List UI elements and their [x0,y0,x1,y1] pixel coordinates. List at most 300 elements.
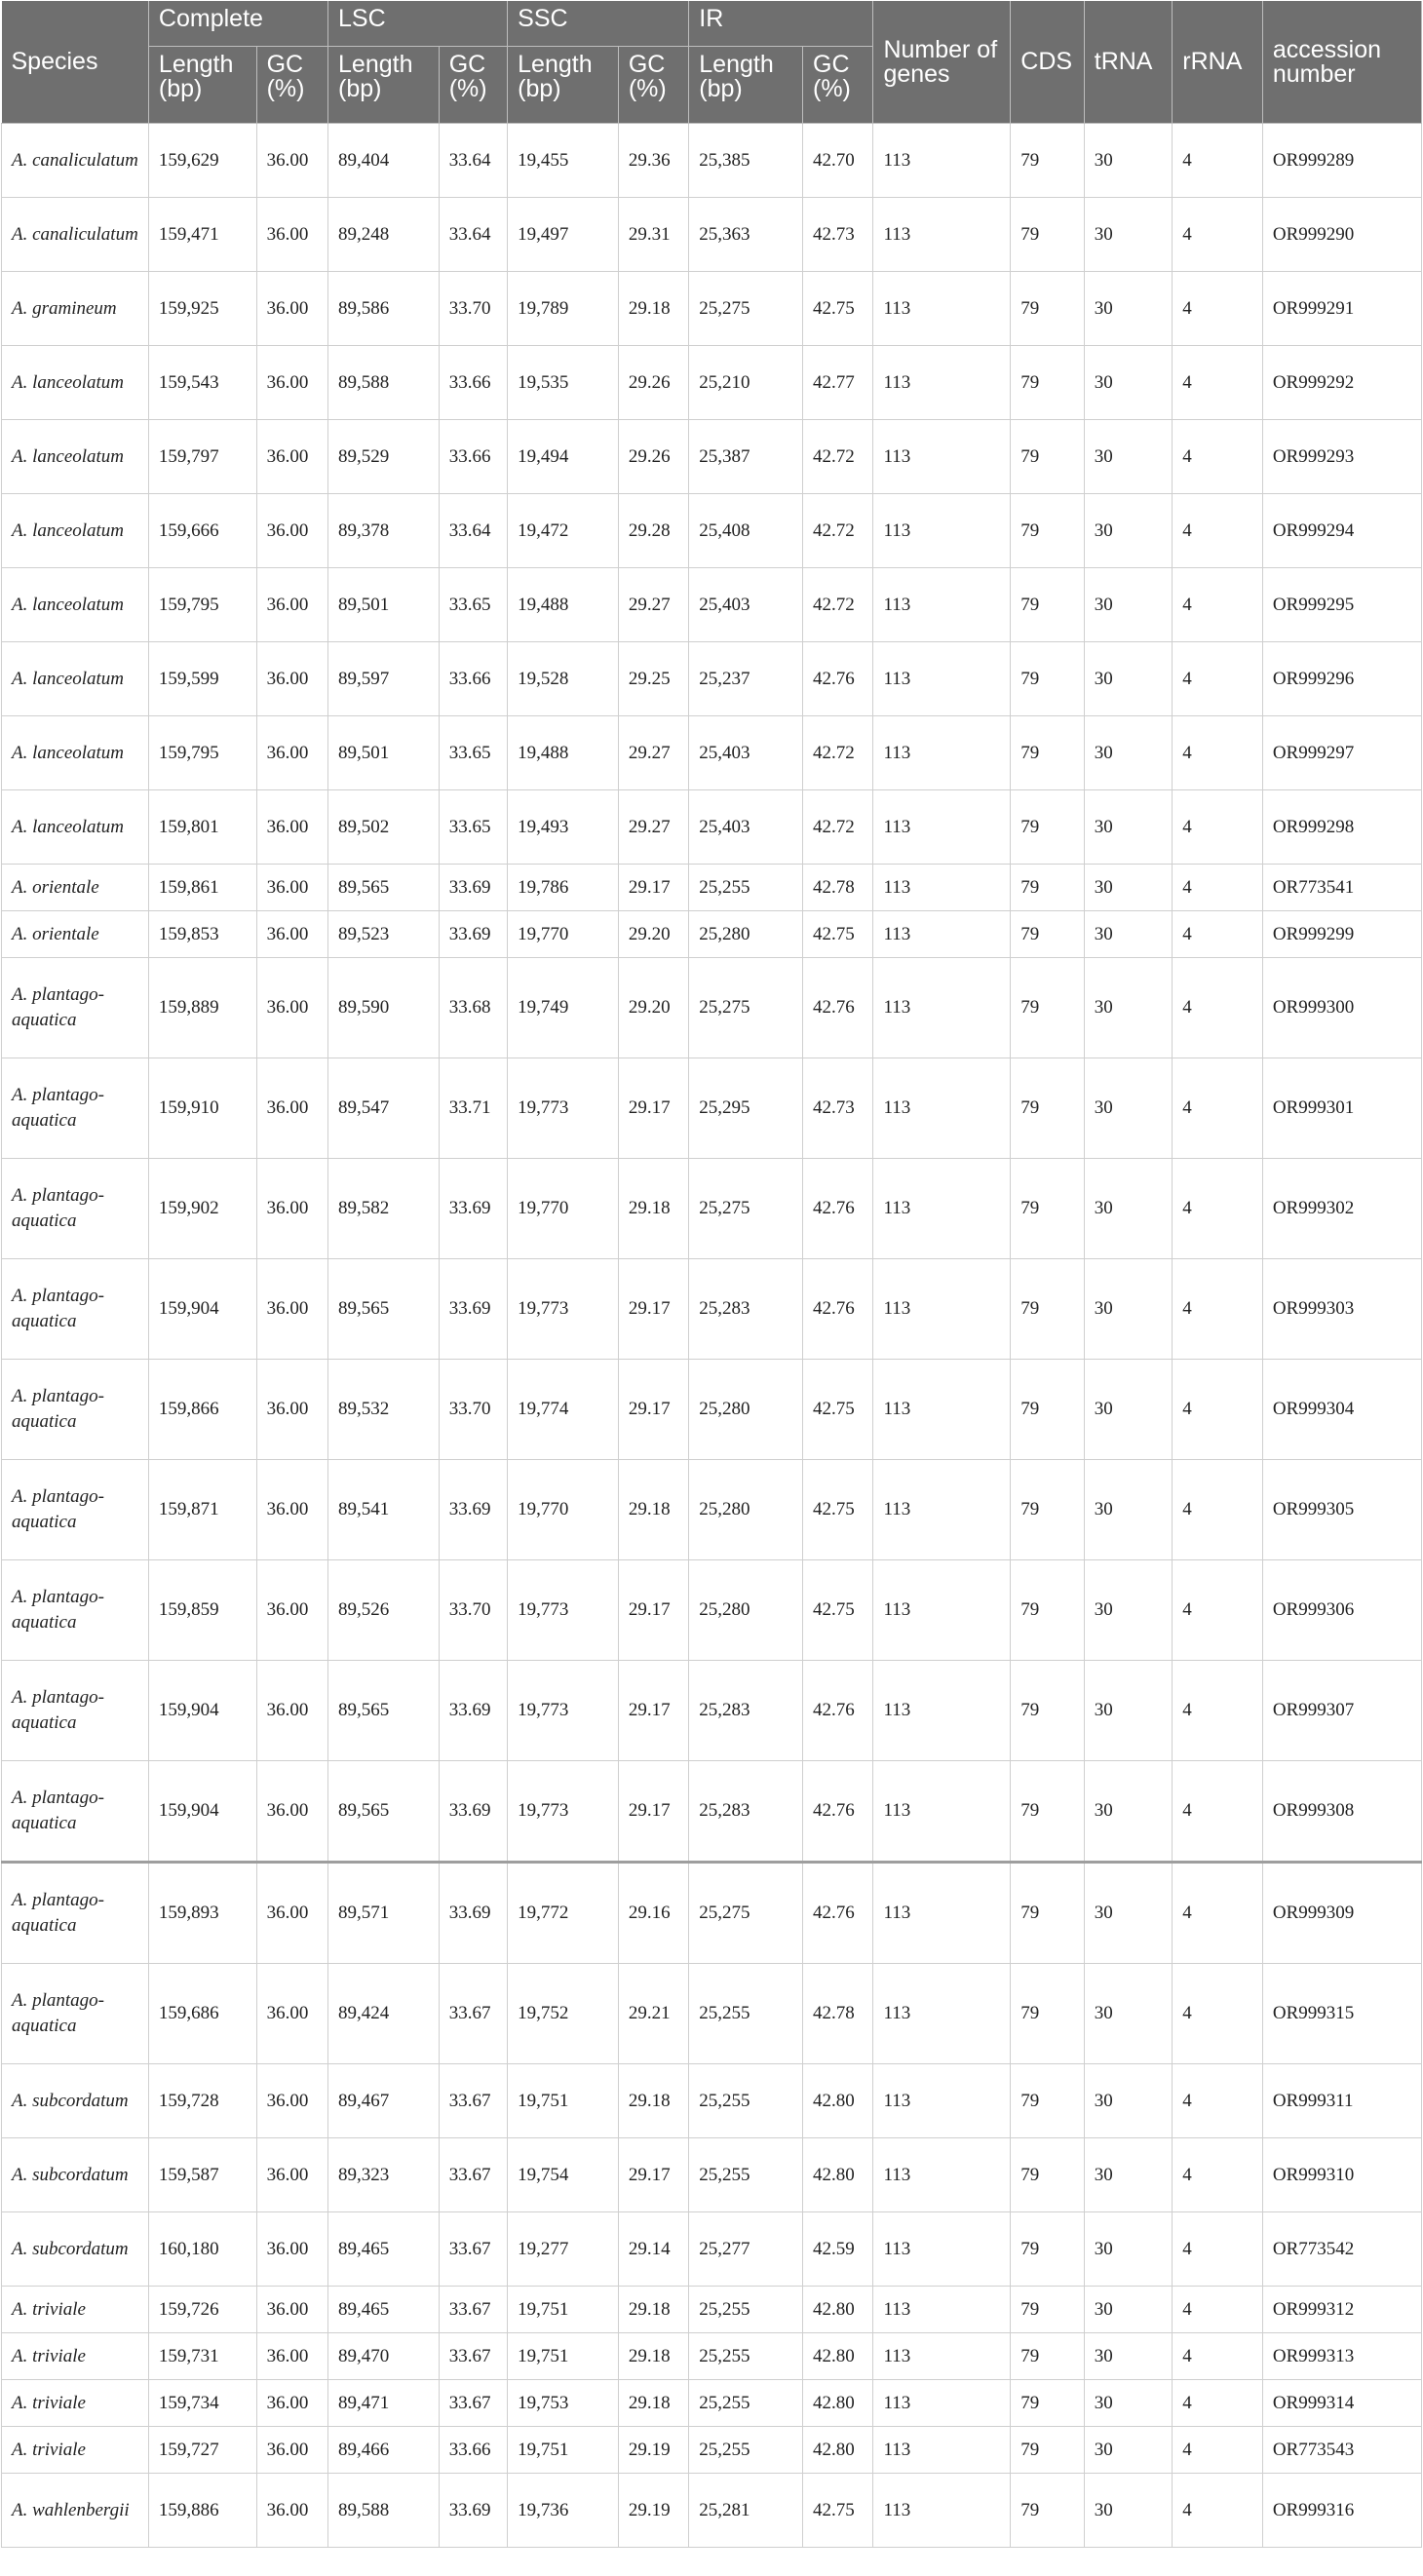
genes-cell: 113 [873,1360,1011,1460]
header-ir-length: Length (bp) [689,47,803,124]
species-cell: A. plantago-aquatica [2,1761,149,1863]
complete-length-cell: 159,471 [148,198,256,272]
accession-cell: OR999302 [1262,1159,1421,1259]
lsc-gc-cell: 33.69 [439,911,507,958]
complete-length-cell: 159,801 [148,790,256,865]
table-row [2,346,1422,420]
cds-cell: 79 [1011,494,1084,568]
trna-cell: 30 [1084,2427,1173,2474]
species-cell: A. lanceolatum [2,790,149,865]
cds-cell: 79 [1011,2333,1084,2380]
trna-cell: 30 [1084,1159,1173,1259]
accession-cell: OR999306 [1262,1560,1421,1661]
trna-cell: 30 [1084,1058,1173,1159]
ir-length-cell: 25,281 [689,2474,803,2548]
accession-cell: OR999316 [1262,2474,1421,2548]
ir-gc-cell: 42.80 [803,2064,873,2138]
ir-length-cell: 25,295 [689,1058,803,1159]
species-cell: A. canaliculatum [2,198,149,272]
ssc-gc-cell: 29.26 [618,346,688,420]
species-cell: A. wahlenbergii [2,2474,149,2548]
lsc-gc-cell: 33.67 [439,2333,507,2380]
species-cell: A. orientale [2,911,149,958]
complete-gc-cell: 36.00 [256,2427,327,2474]
table-row [2,198,1422,272]
header-species: Species [2,1,149,124]
complete-gc-cell: 36.00 [256,420,327,494]
accession-cell: OR999291 [1262,272,1421,346]
complete-gc-cell: 36.00 [256,198,327,272]
rrna-cell: 4 [1173,1560,1263,1661]
accession-cell: OR999304 [1262,1360,1421,1460]
ssc-length-cell: 19,277 [508,2212,619,2287]
cds-cell: 79 [1011,2287,1084,2333]
ir-gc-cell: 42.73 [803,198,873,272]
accession-cell: OR999313 [1262,2333,1421,2380]
complete-gc-cell: 36.00 [256,911,327,958]
complete-gc-cell: 36.00 [256,2064,327,2138]
lsc-gc-cell: 33.69 [439,1661,507,1761]
ir-gc-cell: 42.75 [803,1560,873,1661]
ir-length-cell: 25,255 [689,2064,803,2138]
header-number-of-genes: Number of genes [873,1,1011,124]
ir-length-cell: 25,237 [689,642,803,716]
complete-length-cell: 159,666 [148,494,256,568]
ir-gc-cell: 42.76 [803,1259,873,1360]
species-cell: A. plantago-aquatica [2,1863,149,1964]
ir-length-cell: 25,283 [689,1259,803,1360]
table-row [2,494,1422,568]
ir-length-cell: 25,275 [689,1863,803,1964]
accession-cell: OR999311 [1262,2064,1421,2138]
lsc-length-cell: 89,582 [328,1159,440,1259]
complete-length-cell: 159,904 [148,1661,256,1761]
genes-cell: 113 [873,2427,1011,2474]
accession-cell: OR999305 [1262,1460,1421,1560]
genes-cell: 113 [873,494,1011,568]
ir-length-cell: 25,255 [689,2427,803,2474]
ssc-gc-cell: 29.18 [618,2333,688,2380]
ir-length-cell: 25,363 [689,198,803,272]
cds-cell: 79 [1011,911,1084,958]
accession-cell: OR999298 [1262,790,1421,865]
trna-cell: 30 [1084,198,1173,272]
trna-cell: 30 [1084,346,1173,420]
lsc-gc-cell: 33.69 [439,865,507,911]
complete-gc-cell: 36.00 [256,1159,327,1259]
complete-gc-cell: 36.00 [256,346,327,420]
ir-length-cell: 25,283 [689,1661,803,1761]
trna-cell: 30 [1084,124,1173,198]
trna-cell: 30 [1084,642,1173,716]
lsc-gc-cell: 33.71 [439,1058,507,1159]
accession-cell: OR773541 [1262,865,1421,911]
ir-gc-cell: 42.75 [803,1460,873,1560]
table-row [2,790,1422,865]
table-row [2,1964,1422,2064]
accession-cell: OR773542 [1262,2212,1421,2287]
complete-gc-cell: 36.00 [256,2333,327,2380]
ssc-length-cell: 19,770 [508,911,619,958]
accession-cell: OR999299 [1262,911,1421,958]
trna-cell: 30 [1084,1761,1173,1863]
ssc-length-cell: 19,753 [508,2380,619,2427]
ir-length-cell: 25,408 [689,494,803,568]
cds-cell: 79 [1011,716,1084,790]
chloroplast-genome-table [1,1,1422,2548]
species-cell: A. plantago-aquatica [2,1661,149,1761]
lsc-length-cell: 89,502 [328,790,440,865]
ssc-gc-cell: 29.14 [618,2212,688,2287]
genes-cell: 113 [873,1259,1011,1360]
accession-cell: OR999295 [1262,568,1421,642]
accession-cell: OR999296 [1262,642,1421,716]
species-cell: A. lanceolatum [2,494,149,568]
lsc-length-cell: 89,378 [328,494,440,568]
genes-cell: 113 [873,1661,1011,1761]
accession-cell: OR999307 [1262,1661,1421,1761]
ssc-length-cell: 19,749 [508,958,619,1058]
table-row [2,2212,1422,2287]
header-ssc-length: Length (bp) [508,47,619,124]
ssc-length-cell: 19,488 [508,568,619,642]
lsc-length-cell: 89,465 [328,2287,440,2333]
ssc-length-cell: 19,770 [508,1159,619,1259]
lsc-length-cell: 89,471 [328,2380,440,2427]
ssc-gc-cell: 29.17 [618,2138,688,2212]
genes-cell: 113 [873,1560,1011,1661]
table-row [2,1761,1422,1863]
cds-cell: 79 [1011,1360,1084,1460]
rrna-cell: 4 [1173,1761,1263,1863]
table-row [2,1360,1422,1460]
complete-length-cell: 159,859 [148,1560,256,1661]
ssc-length-cell: 19,751 [508,2064,619,2138]
ir-gc-cell: 42.76 [803,1661,873,1761]
species-cell: A. plantago-aquatica [2,1259,149,1360]
lsc-length-cell: 89,526 [328,1560,440,1661]
table-row [2,1560,1422,1661]
species-cell: A. lanceolatum [2,568,149,642]
ssc-gc-cell: 29.26 [618,420,688,494]
ir-length-cell: 25,403 [689,790,803,865]
ssc-length-cell: 19,789 [508,272,619,346]
ssc-length-cell: 19,773 [508,1058,619,1159]
accession-cell: OR999300 [1262,958,1421,1058]
lsc-length-cell: 89,323 [328,2138,440,2212]
ir-length-cell: 25,387 [689,420,803,494]
ssc-gc-cell: 29.28 [618,494,688,568]
complete-length-cell: 159,629 [148,124,256,198]
rrna-cell: 4 [1173,1058,1263,1159]
trna-cell: 30 [1084,1560,1173,1661]
ir-gc-cell: 42.76 [803,958,873,1058]
ir-gc-cell: 42.77 [803,346,873,420]
complete-length-cell: 160,180 [148,2212,256,2287]
ir-gc-cell: 42.80 [803,2380,873,2427]
complete-gc-cell: 36.00 [256,2287,327,2333]
accession-cell: OR999290 [1262,198,1421,272]
ssc-gc-cell: 29.16 [618,1863,688,1964]
accession-cell: OR999315 [1262,1964,1421,2064]
cds-cell: 79 [1011,2474,1084,2548]
rrna-cell: 4 [1173,716,1263,790]
genes-cell: 113 [873,911,1011,958]
cds-cell: 79 [1011,2380,1084,2427]
lsc-length-cell: 89,588 [328,2474,440,2548]
lsc-length-cell: 89,465 [328,2212,440,2287]
lsc-gc-cell: 33.68 [439,958,507,1058]
accession-cell: OR999308 [1262,1761,1421,1863]
rrna-cell: 4 [1173,272,1263,346]
accession-cell: OR999293 [1262,420,1421,494]
complete-gc-cell: 36.00 [256,865,327,911]
cds-cell: 79 [1011,198,1084,272]
ssc-length-cell: 19,754 [508,2138,619,2212]
table-row [2,1460,1422,1560]
accession-cell: OR773543 [1262,2427,1421,2474]
cds-cell: 79 [1011,1159,1084,1259]
trna-cell: 30 [1084,1460,1173,1560]
rrna-cell: 4 [1173,1863,1263,1964]
lsc-gc-cell: 33.66 [439,346,507,420]
rrna-cell: 4 [1173,568,1263,642]
complete-gc-cell: 36.00 [256,1863,327,1964]
lsc-length-cell: 89,248 [328,198,440,272]
complete-length-cell: 159,795 [148,568,256,642]
trna-cell: 30 [1084,2380,1173,2427]
ssc-gc-cell: 29.17 [618,1661,688,1761]
ir-length-cell: 25,255 [689,2138,803,2212]
lsc-gc-cell: 33.69 [439,1460,507,1560]
lsc-gc-cell: 33.67 [439,2138,507,2212]
lsc-gc-cell: 33.66 [439,642,507,716]
header-ssc-gc: GC (%) [618,47,688,124]
complete-length-cell: 159,871 [148,1460,256,1560]
ir-gc-cell: 42.75 [803,272,873,346]
complete-gc-cell: 36.00 [256,716,327,790]
cds-cell: 79 [1011,865,1084,911]
rrna-cell: 4 [1173,198,1263,272]
header-ir: IR [689,1,873,47]
lsc-gc-cell: 33.70 [439,1560,507,1661]
ssc-length-cell: 19,770 [508,1460,619,1560]
header-rrna: rRNA [1173,1,1263,124]
table-row [2,1159,1422,1259]
lsc-length-cell: 89,586 [328,272,440,346]
ssc-gc-cell: 29.19 [618,2474,688,2548]
ir-length-cell: 25,275 [689,1159,803,1259]
ssc-gc-cell: 29.36 [618,124,688,198]
table-row [2,1863,1422,1964]
ir-gc-cell: 42.76 [803,1159,873,1259]
ssc-gc-cell: 29.27 [618,568,688,642]
ir-length-cell: 25,280 [689,1360,803,1460]
lsc-gc-cell: 33.66 [439,420,507,494]
table-row [2,2287,1422,2333]
species-cell: A. subcordatum [2,2138,149,2212]
table-row [2,1058,1422,1159]
complete-gc-cell: 36.00 [256,1460,327,1560]
rrna-cell: 4 [1173,2333,1263,2380]
complete-length-cell: 159,893 [148,1863,256,1964]
ir-gc-cell: 42.72 [803,716,873,790]
table-row [2,911,1422,958]
ir-length-cell: 25,255 [689,865,803,911]
rrna-cell: 4 [1173,124,1263,198]
header-cds: CDS [1011,1,1084,124]
species-cell: A. triviale [2,2380,149,2427]
trna-cell: 30 [1084,272,1173,346]
lsc-length-cell: 89,470 [328,2333,440,2380]
genes-cell: 113 [873,2212,1011,2287]
complete-length-cell: 159,734 [148,2380,256,2427]
rrna-cell: 4 [1173,420,1263,494]
lsc-gc-cell: 33.69 [439,1761,507,1863]
lsc-length-cell: 89,571 [328,1863,440,1964]
complete-gc-cell: 36.00 [256,272,327,346]
cds-cell: 79 [1011,1964,1084,2064]
cds-cell: 79 [1011,2138,1084,2212]
genes-cell: 113 [873,1159,1011,1259]
ssc-gc-cell: 29.27 [618,716,688,790]
ir-gc-cell: 42.70 [803,124,873,198]
table-row [2,1661,1422,1761]
header-lsc-gc: GC (%) [439,47,507,124]
header-trna: tRNA [1084,1,1173,124]
ssc-length-cell: 19,774 [508,1360,619,1460]
genes-cell: 113 [873,124,1011,198]
ir-length-cell: 25,280 [689,911,803,958]
ssc-gc-cell: 29.27 [618,790,688,865]
species-cell: A. gramineum [2,272,149,346]
ssc-length-cell: 19,751 [508,2287,619,2333]
complete-gc-cell: 36.00 [256,790,327,865]
complete-gc-cell: 36.00 [256,2138,327,2212]
genes-cell: 113 [873,2474,1011,2548]
lsc-gc-cell: 33.64 [439,198,507,272]
header-lsc-length: Length (bp) [328,47,440,124]
lsc-gc-cell: 33.65 [439,790,507,865]
ir-gc-cell: 42.72 [803,494,873,568]
species-cell: A. plantago-aquatica [2,1560,149,1661]
lsc-gc-cell: 33.70 [439,272,507,346]
lsc-gc-cell: 33.64 [439,124,507,198]
species-cell: A. subcordatum [2,2212,149,2287]
rrna-cell: 4 [1173,2427,1263,2474]
trna-cell: 30 [1084,790,1173,865]
lsc-gc-cell: 33.65 [439,716,507,790]
trna-cell: 30 [1084,1964,1173,2064]
genes-cell: 113 [873,1058,1011,1159]
ir-gc-cell: 42.80 [803,2427,873,2474]
ssc-length-cell: 19,472 [508,494,619,568]
ssc-gc-cell: 29.17 [618,1058,688,1159]
ir-gc-cell: 42.72 [803,420,873,494]
trna-cell: 30 [1084,716,1173,790]
complete-length-cell: 159,866 [148,1360,256,1460]
ssc-gc-cell: 29.20 [618,911,688,958]
complete-gc-cell: 36.00 [256,642,327,716]
trna-cell: 30 [1084,1259,1173,1360]
ssc-gc-cell: 29.21 [618,1964,688,2064]
lsc-length-cell: 89,597 [328,642,440,716]
ssc-length-cell: 19,786 [508,865,619,911]
ir-length-cell: 25,283 [689,1761,803,1863]
table-row [2,865,1422,911]
cds-cell: 79 [1011,1560,1084,1661]
ssc-length-cell: 19,736 [508,2474,619,2548]
ssc-gc-cell: 29.18 [618,1460,688,1560]
lsc-length-cell: 89,590 [328,958,440,1058]
complete-gc-cell: 36.00 [256,958,327,1058]
complete-length-cell: 159,731 [148,2333,256,2380]
genes-cell: 113 [873,2333,1011,2380]
cds-cell: 79 [1011,642,1084,716]
ir-gc-cell: 42.75 [803,1360,873,1460]
cds-cell: 79 [1011,2427,1084,2474]
trna-cell: 30 [1084,1360,1173,1460]
ir-length-cell: 25,280 [689,1460,803,1560]
genes-cell: 113 [873,568,1011,642]
complete-gc-cell: 36.00 [256,1058,327,1159]
ir-length-cell: 25,255 [689,1964,803,2064]
genes-cell: 113 [873,2287,1011,2333]
lsc-gc-cell: 33.67 [439,2212,507,2287]
ssc-length-cell: 19,488 [508,716,619,790]
ssc-gc-cell: 29.17 [618,1761,688,1863]
rrna-cell: 4 [1173,1964,1263,2064]
complete-length-cell: 159,904 [148,1259,256,1360]
header-lsc: LSC [328,1,508,47]
complete-gc-cell: 36.00 [256,2474,327,2548]
lsc-gc-cell: 33.67 [439,2287,507,2333]
cds-cell: 79 [1011,1761,1084,1863]
species-cell: A. canaliculatum [2,124,149,198]
ir-gc-cell: 42.76 [803,1761,873,1863]
genes-cell: 113 [873,716,1011,790]
species-cell: A. plantago-aquatica [2,1159,149,1259]
ssc-gc-cell: 29.25 [618,642,688,716]
table-row [2,2427,1422,2474]
ir-length-cell: 25,255 [689,2380,803,2427]
ir-gc-cell: 42.73 [803,1058,873,1159]
table-row [2,2138,1422,2212]
genes-cell: 113 [873,1964,1011,2064]
ssc-gc-cell: 29.18 [618,1159,688,1259]
complete-length-cell: 159,904 [148,1761,256,1863]
lsc-gc-cell: 33.66 [439,2427,507,2474]
ssc-length-cell: 19,497 [508,198,619,272]
cds-cell: 79 [1011,420,1084,494]
species-cell: A. plantago-aquatica [2,958,149,1058]
lsc-length-cell: 89,565 [328,1661,440,1761]
complete-length-cell: 159,925 [148,272,256,346]
genes-cell: 113 [873,2138,1011,2212]
rrna-cell: 4 [1173,346,1263,420]
ir-gc-cell: 42.80 [803,2333,873,2380]
trna-cell: 30 [1084,568,1173,642]
table-row [2,124,1422,198]
complete-gc-cell: 36.00 [256,1259,327,1360]
rrna-cell: 4 [1173,2287,1263,2333]
ir-gc-cell: 42.75 [803,2474,873,2548]
cds-cell: 79 [1011,1058,1084,1159]
ssc-length-cell: 19,528 [508,642,619,716]
table-row [2,2333,1422,2380]
accession-cell: OR999294 [1262,494,1421,568]
trna-cell: 30 [1084,2333,1173,2380]
